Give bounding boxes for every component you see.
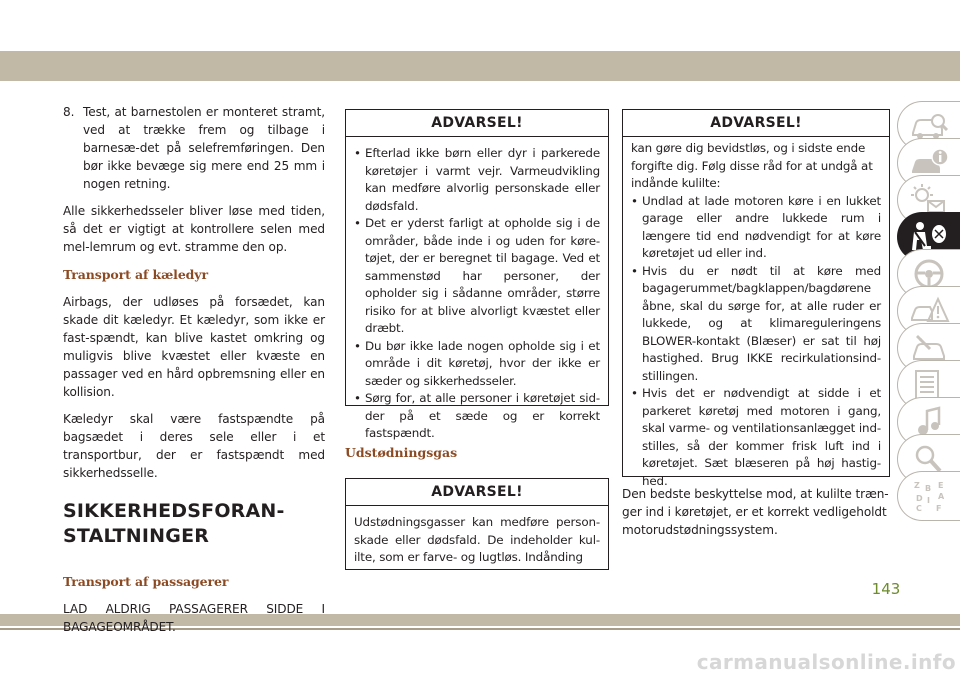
warning-bullet: • Undlad at lade motoren køre i en lukket garage eller andre lukkede rum i længere tid end nødvendigt for at køre køretøjet ud eller ind. xyxy=(631,193,881,263)
warning-box-children-pets xyxy=(345,109,609,440)
index-letter: E xyxy=(938,481,944,490)
warning-title: ADVARSEL! xyxy=(623,110,889,137)
warning-body xyxy=(346,137,608,449)
warning-bullet: • Hvis det er nødvendigt at sidde i et parkeret køretøj med motoren i gang, skal varme- og ventilationsanlægget ind-stilles, så der kommer frisk luft ind i køretøjet. Sæt blæseren på høj hastig-hed. xyxy=(631,385,881,490)
index-letter: F xyxy=(936,504,942,513)
warning-bullet: • Efterlad ikke børn eller dyr i parkerede køretøjer i varmt vejr. Varmeudvikling kan medføre alvorlig personskade eller dødsfald. xyxy=(354,145,600,215)
page-number: 143 xyxy=(871,580,901,598)
warning-title: ADVARSEL! xyxy=(346,479,608,506)
paragraph: Den bedste beskyttelse mod, at kulilte træn-ger ind i køretøjet, er et korrekt vedligeholdt motorudstødningssystem. xyxy=(622,487,889,537)
item-text: Test, at barnestolen er monteret stramt, ved at trække frem og tilbage i barnesæ-det på selefremføringen. Den bør ikke bevæge sig mere end 25 mm i nogen retning. xyxy=(83,105,325,191)
tab-alphabetical-index[interactable] xyxy=(897,471,960,521)
index-letter: B xyxy=(925,484,932,493)
section-heading-exhaust: Udstødningsgas xyxy=(345,445,458,460)
chapter-heading-line-2: STALTNINGER xyxy=(63,525,210,547)
index-letter: I xyxy=(927,496,930,505)
warning-bullet: • Hvis du er nødt til at køre med bagagerummet/bagklappen/bagdørene åbne, skal du sørge for, at alle ruder er lukkede, og at klimareguleringens BLOWER-kontakt (Blæser) er sat til høj hastighed. Brug IKKE recirkulationsind-stillingen. xyxy=(631,263,881,386)
warning-intro: kan gøre dig bevidstløs, og i sidste ende forgifte dig. Følg disse råd for at undgå at indånde kulilte: xyxy=(631,141,873,190)
paragraph: Alle sikkerhedsseler bliver løse med tiden, så det er vigtigt at kontrollere selen med mel-lemrum og evt. stramme den op. xyxy=(63,204,325,254)
numbered-item-8 xyxy=(63,103,325,193)
warning-body xyxy=(623,137,889,496)
chapter-heading xyxy=(63,499,325,549)
header-band xyxy=(0,51,960,81)
paragraph: Kæledyr skal være fastspændte på bagsædet i deres sele eller i et transportbur, der er fastspændt med sikkerhedsselle. xyxy=(63,412,325,480)
warning-bullet: • Sørg for, at alle personer i køretøjet sid-der på et sæde og er korrekt fastspændt. xyxy=(354,390,600,443)
warning-body xyxy=(346,506,608,573)
item-number: 8. xyxy=(63,105,75,119)
index-letter: A xyxy=(938,492,945,501)
chapter-heading-line-1: SIKKERHEDSFORAN- xyxy=(63,500,285,522)
warning-bullet: • Det er yderst farligt at opholde sig i de områder, både inde i og uden for køre-tøjet, der er beregnet til bagage. Ved et sammenstød har personer, der opholder sig i sådanne områder, større risiko for at blive alvorligt kvæstet eller dræbt. xyxy=(354,215,600,338)
warning-box-carbon-monoxide xyxy=(622,109,890,488)
section-heading-pets: Transport af kæledyr xyxy=(63,267,208,282)
index-letter: C xyxy=(916,504,922,513)
warning-box-exhaust xyxy=(345,478,609,570)
warning-bullet: • Du bør ikke lade nogen opholde sig i et område i dit køretøj, hvor der ikke er sæder og sikkerhedsseler. xyxy=(354,338,600,391)
alphabetical-index-icon xyxy=(908,479,950,513)
warning-text: Udstødningsgasser kan medføre person-skade eller dødsfald. De indeholder kul-ilte, som er farve- og lugtløs. Indånding xyxy=(354,515,600,564)
column-3-text xyxy=(622,485,890,548)
paragraph: Airbags, der udløses på forsædet, kan skade dit kæledyr. Et kæledyr, som ikke er fast-spændt, kan blive kastet omkring og muligvis blive kvæstet eller kvæste en passager ved en hård opbremsning eller en kollision. xyxy=(63,295,325,399)
watermark: carmanualsonline.info xyxy=(696,650,956,674)
paragraph: LAD ALDRIG PASSAGERER SIDDE I BAGAGEOMRÅDET. xyxy=(63,602,325,634)
index-letter: D xyxy=(916,494,923,503)
index-letter: Z xyxy=(914,481,920,490)
section-heading-passengers: Transport af passagerer xyxy=(63,574,229,589)
warning-title: ADVARSEL! xyxy=(346,110,608,137)
column-1 xyxy=(63,103,325,645)
